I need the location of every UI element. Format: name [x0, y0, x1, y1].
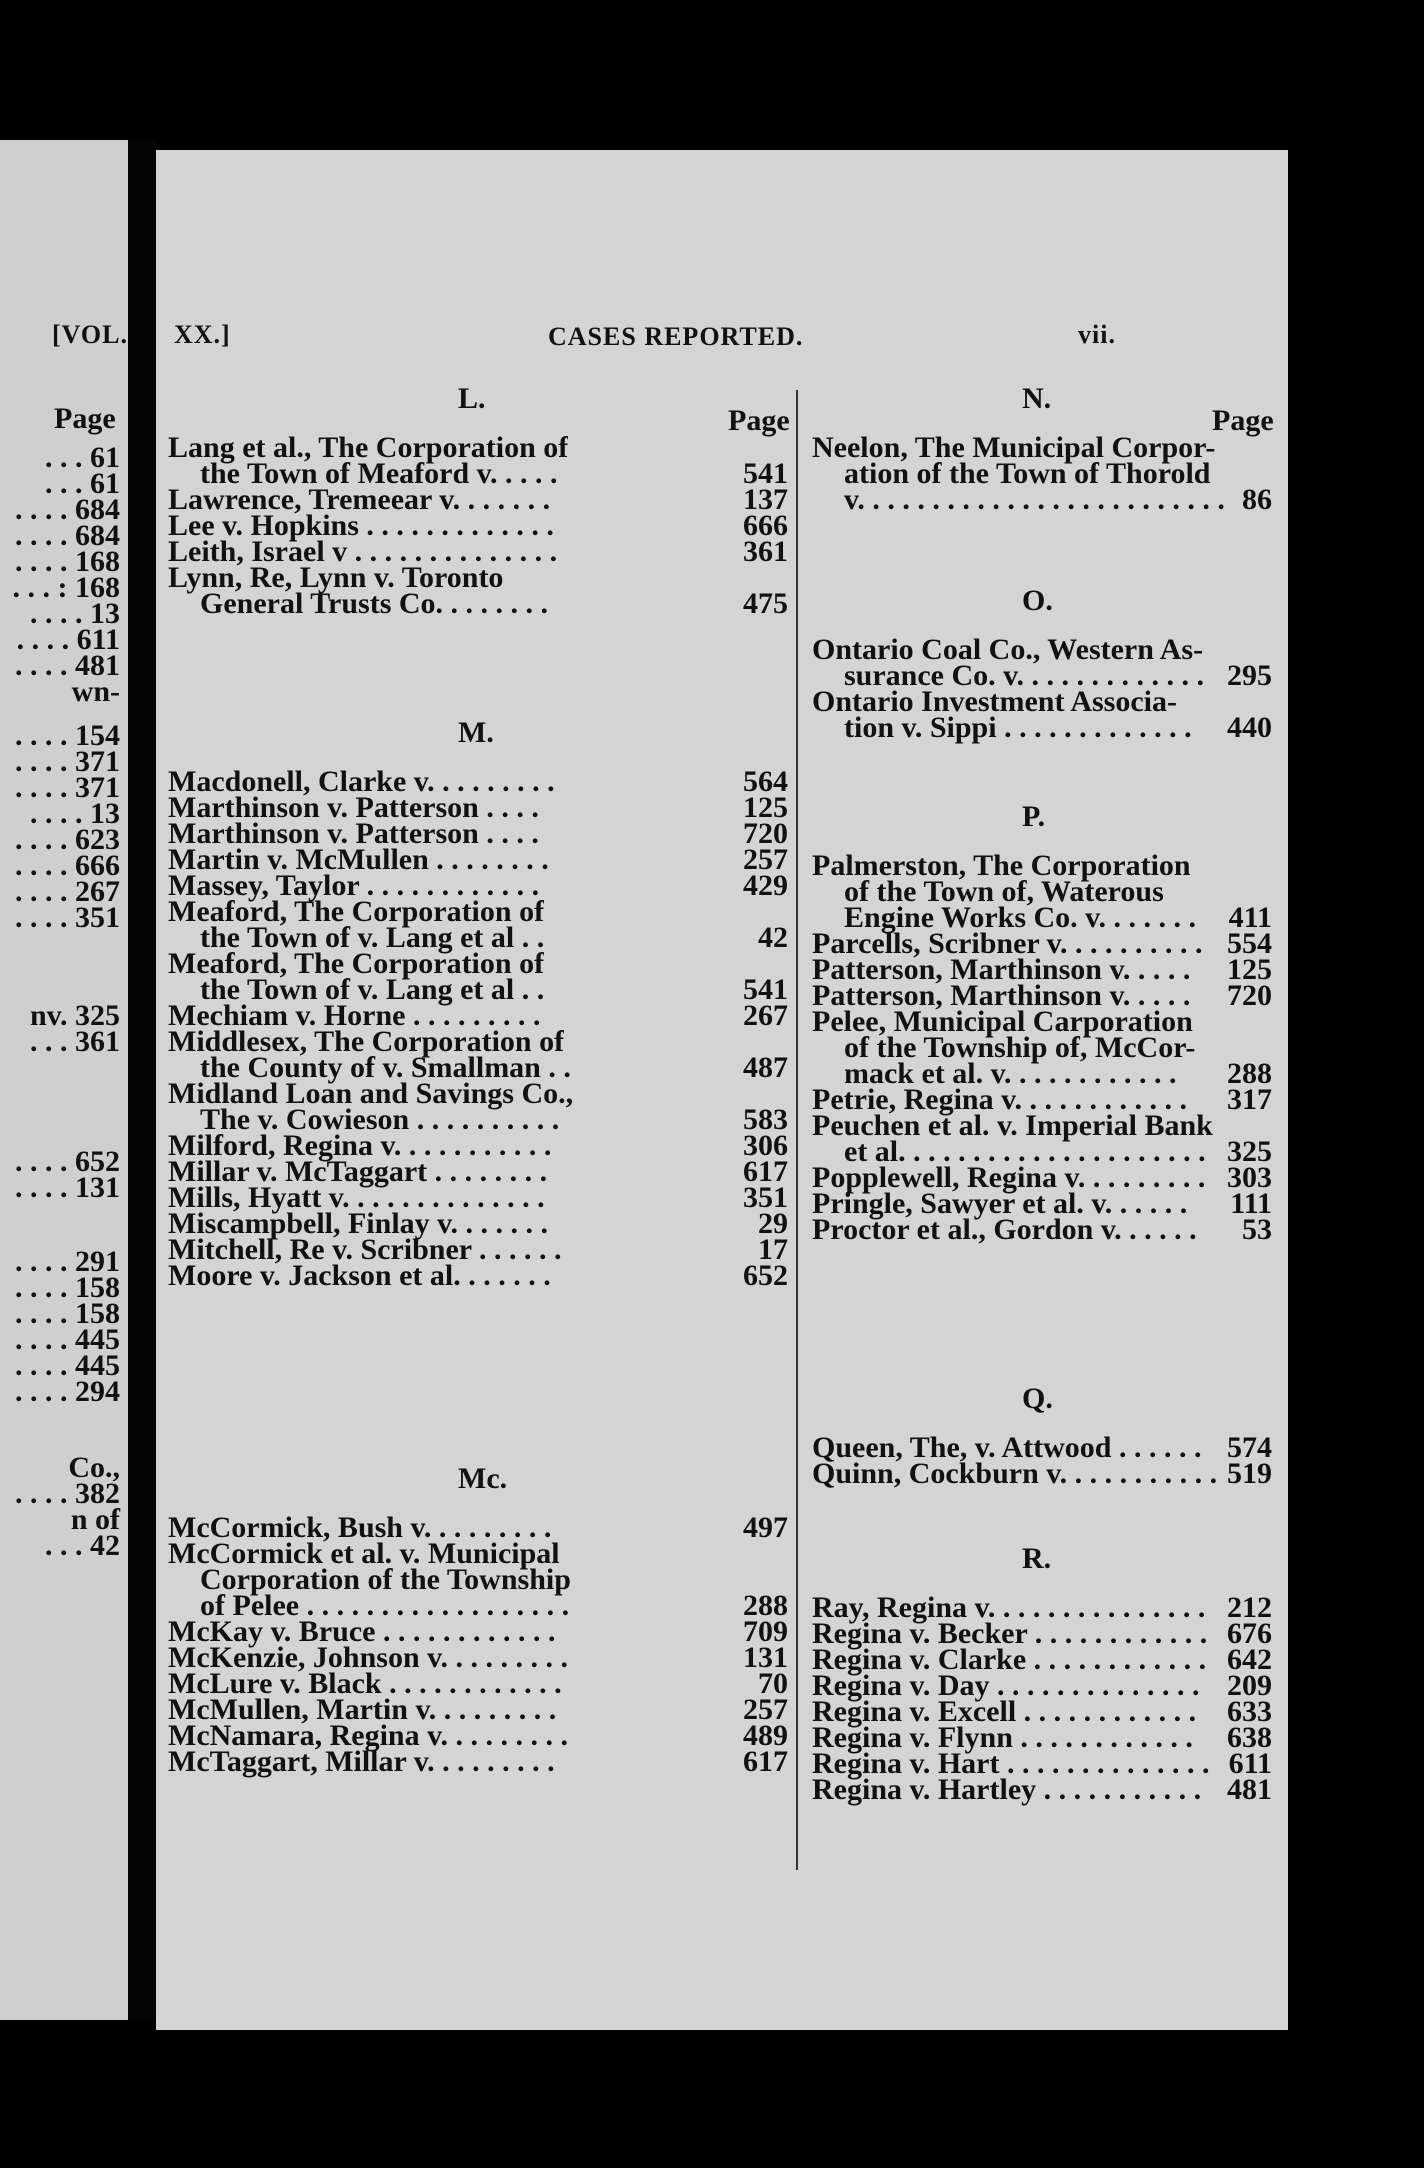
entry-text: Middlesex, The Corporation of: [168, 1026, 565, 1058]
page-column-label: Page: [728, 404, 790, 437]
entry-page-number: 351: [743, 1181, 788, 1214]
book-gutter: [128, 140, 156, 2020]
facing-page-row: . . . . 684: [15, 493, 120, 526]
entry-text: Marthinson v. Patterson . . . .: [168, 792, 539, 824]
entry-text: Regina v. Day . . . . . . . . . . . . . .: [812, 1670, 1200, 1702]
facing-page-row: nv. 325: [29, 999, 120, 1032]
entry-text: Popplewell, Regina v. . . . . . . . .: [812, 1162, 1206, 1194]
section-letter: M.: [458, 716, 494, 749]
entry-page-number: 267: [743, 999, 788, 1032]
entry-page-number: 720: [1227, 979, 1272, 1012]
entry-page-number: 429: [743, 869, 788, 902]
entry-text: McLure v. Black . . . . . . . . . . . .: [168, 1668, 562, 1700]
entry-page-number: 617: [743, 1745, 788, 1778]
entry-text: Martin v. McMullen . . . . . . . .: [168, 844, 549, 876]
entry-text: McKay v. Bruce . . . . . . . . . . . .: [168, 1616, 556, 1648]
entry-text: Regina v. Becker . . . . . . . . . . . .: [812, 1618, 1208, 1650]
facing-page-row: . . . . 158: [15, 1271, 120, 1304]
entry-text: Massey, Taylor . . . . . . . . . . . .: [168, 870, 540, 902]
entry-text: of Pelee . . . . . . . . . . . . . . . . . .: [200, 1590, 570, 1622]
page-title: CASES REPORTED.: [548, 322, 804, 351]
entry-page-number: 638: [1227, 1721, 1272, 1754]
entry-page-number: 541: [743, 973, 788, 1006]
facing-page-label: Page: [54, 402, 116, 435]
entry-page-number: 317: [1227, 1083, 1272, 1116]
entry-page-number: 440: [1227, 711, 1272, 744]
facing-page-row: . . . 42: [45, 1529, 120, 1562]
entry-page-number: 111: [1230, 1187, 1272, 1220]
facing-page-row: . . . 361: [30, 1025, 120, 1058]
facing-page-fragment: [0, 140, 128, 2020]
entry-page-number: 137: [743, 483, 788, 516]
entry-text: Queen, The, v. Attwood . . . . . .: [812, 1432, 1202, 1464]
facing-page-row: . . . . 652: [15, 1145, 120, 1178]
facing-page-row: . . . . 168: [15, 545, 120, 578]
entry-text: Engine Works Co. v. . . . . . .: [844, 902, 1197, 934]
entry-text: McTaggart, Millar v. . . . . . . . .: [168, 1746, 555, 1778]
facing-page-row: . . . . 481: [15, 649, 120, 682]
facing-page-row: . . . . 611: [16, 623, 120, 656]
entry-text: Palmerston, The Corporation: [812, 850, 1191, 882]
entry-text: Lawrence, Tremeear v. . . . . . .: [168, 484, 551, 516]
entry-page-number: 125: [1227, 953, 1272, 986]
entry-text: Patterson, Marthinson v. . . . .: [812, 954, 1191, 986]
section-letter: P.: [1022, 800, 1046, 833]
entry-page-number: 519: [1227, 1457, 1272, 1490]
index-entry-line: [168, 1746, 788, 1778]
entry-text: of the Town of, Waterous: [844, 876, 1164, 908]
entry-text: surance Co. v. . . . . . . . . . . . .: [844, 660, 1204, 692]
entry-text: General Trusts Co. . . . . . . .: [200, 588, 549, 620]
entry-text: Parcells, Scribner v. . . . . . . . . .: [812, 928, 1203, 960]
entry-text: Milford, Regina v. . . . . . . . . . .: [168, 1130, 552, 1162]
entry-page-number: 257: [743, 1693, 788, 1726]
facing-page-row: . . . . 351: [15, 901, 120, 934]
entry-page-number: 642: [1227, 1643, 1272, 1676]
facing-page-row: . . . . 13: [30, 597, 120, 630]
page-column-label: Page: [1212, 404, 1274, 437]
entry-text: the County of v. Smallman . .: [200, 1052, 571, 1084]
entry-text: Miscampbell, Finlay v. . . . . . .: [168, 1208, 549, 1240]
facing-page-header: [VOL.: [52, 320, 128, 349]
entry-text: the Town of v. Lang et al . .: [200, 922, 545, 954]
entry-page-number: 131: [743, 1641, 788, 1674]
entry-text: McCormick et al. v. Municipal: [168, 1538, 560, 1570]
section-letter: N.: [1022, 382, 1052, 415]
facing-page-row: . . . : 168: [12, 571, 120, 604]
entry-text: Meaford, The Corporation of: [168, 896, 545, 928]
facing-page-row: . . . . 371: [15, 771, 120, 804]
section-letter: L.: [458, 382, 486, 415]
column-divider: [796, 390, 798, 1870]
index-entry-line: [812, 1774, 1272, 1806]
entry-page-number: 70: [758, 1667, 788, 1700]
entry-text: Quinn, Cockburn v. . . . . . . . . . .: [812, 1458, 1218, 1490]
index-entry-line: [168, 1260, 788, 1292]
index-page: [156, 150, 1288, 2030]
entry-text: Regina v. Hart . . . . . . . . . . . . . .: [812, 1748, 1210, 1780]
index-entry-line: [812, 1214, 1272, 1246]
facing-page-row: . . . 61: [45, 441, 120, 474]
entry-text: McMullen, Martin v. . . . . . . . .: [168, 1694, 557, 1726]
entry-text: Peuchen et al. v. Imperial Bank: [812, 1110, 1213, 1142]
entry-text: of the Township of, McCor-: [844, 1032, 1196, 1064]
entry-page-number: 709: [743, 1615, 788, 1648]
entry-text: Pelee, Municipal Carporation: [812, 1006, 1193, 1038]
entry-page-number: 574: [1227, 1431, 1272, 1464]
entry-text: Petrie, Regina v. . . . . . . . . . . .: [812, 1084, 1187, 1116]
entry-text: mack et al. v. . . . . . . . . . . .: [844, 1058, 1177, 1090]
entry-page-number: 497: [743, 1511, 788, 1544]
volume-label: XX.]: [174, 320, 231, 349]
entry-text: Mitchell, Re v. Scribner . . . . . .: [168, 1234, 562, 1266]
entry-text: Corporation of the Township: [200, 1564, 571, 1596]
entry-text: Lang et al., The Corporation of: [168, 432, 569, 464]
facing-page-row: . . . . 371: [15, 745, 120, 778]
entry-text: Marthinson v. Patterson . . . .: [168, 818, 539, 850]
page-number: vii.: [1078, 320, 1116, 349]
entry-page-number: 541: [743, 457, 788, 490]
entry-page-number: 411: [1228, 901, 1272, 934]
entry-page-number: 306: [743, 1129, 788, 1162]
entry-text: Ontario Coal Co., Western As-: [812, 634, 1204, 666]
entry-page-number: 666: [743, 509, 788, 542]
entry-page-number: 295: [1227, 659, 1272, 692]
facing-page-row: . . . . 445: [15, 1323, 120, 1356]
entry-page-number: 633: [1227, 1695, 1272, 1728]
facing-page-row: . . . . 382: [15, 1477, 120, 1510]
entry-text: et al. . . . . . . . . . . . . . . . . . . . .: [844, 1136, 1206, 1168]
entry-text: Lynn, Re, Lynn v. Toronto: [168, 562, 504, 594]
entry-text: Neelon, The Municipal Corpor-: [812, 432, 1216, 464]
entry-text: Leith, Israel v . . . . . . . . . . . . . .: [168, 536, 558, 568]
facing-page-row: . . . 61: [45, 467, 120, 500]
entry-text: Patterson, Marthinson v. . . . .: [812, 980, 1191, 1012]
entry-page-number: 303: [1227, 1161, 1272, 1194]
entry-page-number: 257: [743, 843, 788, 876]
entry-text: Regina v. Clarke . . . . . . . . . . . .: [812, 1644, 1207, 1676]
entry-page-number: 611: [1228, 1747, 1272, 1780]
entry-text: McKenzie, Johnson v. . . . . . . . .: [168, 1642, 569, 1674]
entry-text: v. . . . . . . . . . . . . . . . . . . . . . . . .: [844, 484, 1225, 516]
index-entry-line: [812, 712, 1272, 744]
facing-page-row: . . . . 154: [15, 719, 120, 752]
entry-text: Millar v. McTaggart . . . . . . . .: [168, 1156, 548, 1188]
entry-text: Macdonell, Clarke v. . . . . . . . .: [168, 766, 555, 798]
entry-text: the Town of Meaford v. . . . .: [200, 458, 558, 490]
entry-page-number: 475: [743, 587, 788, 620]
entry-page-number: 481: [1227, 1773, 1272, 1806]
entry-text: Regina v. Excell . . . . . . . . . . . .: [812, 1696, 1197, 1728]
entry-text: Pringle, Sawyer et al. v. . . . . .: [812, 1188, 1188, 1220]
entry-text: Regina v. Flynn . . . . . . . . . . . .: [812, 1722, 1193, 1754]
entry-page-number: 325: [1227, 1135, 1272, 1168]
entry-page-number: 554: [1227, 927, 1272, 960]
entry-page-number: 125: [743, 791, 788, 824]
entry-text: ation of the Town of Thorold: [844, 458, 1211, 490]
entry-page-number: 583: [743, 1103, 788, 1136]
entry-text: Regina v. Hartley . . . . . . . . . . .: [812, 1774, 1202, 1806]
entry-text: Midland Loan and Savings Co.,: [168, 1078, 574, 1110]
entry-page-number: 617: [743, 1155, 788, 1188]
entry-page-number: 564: [743, 765, 788, 798]
entry-text: Lee v. Hopkins . . . . . . . . . . . . .: [168, 510, 554, 542]
facing-page-row: . . . . 13: [30, 797, 120, 830]
section-letter: Mc.: [458, 1462, 508, 1495]
entry-page-number: 29: [758, 1207, 788, 1240]
entry-text: Mechiam v. Horne . . . . . . . . .: [168, 1000, 541, 1032]
section-letter: R.: [1022, 1542, 1052, 1575]
facing-page-row: . . . . 294: [15, 1375, 120, 1408]
entry-page-number: 361: [743, 535, 788, 568]
entry-text: Mills, Hyatt v. . . . . . . . . . . . . .: [168, 1182, 545, 1214]
entry-text: Moore v. Jackson et al. . . . . . .: [168, 1260, 551, 1292]
facing-page-row: Co.,: [68, 1451, 120, 1484]
entry-page-number: 212: [1227, 1591, 1272, 1624]
entry-text: The v. Cowieson . . . . . . . . . .: [200, 1104, 560, 1136]
facing-page-row: . . . . 158: [15, 1297, 120, 1330]
entry-page-number: 209: [1227, 1669, 1272, 1702]
entry-page-number: 17: [758, 1233, 788, 1266]
entry-page-number: 676: [1227, 1617, 1272, 1650]
entry-text: McCormick, Bush v. . . . . . . . .: [168, 1512, 552, 1544]
facing-page-row: . . . . 291: [15, 1245, 120, 1278]
entry-page-number: 652: [743, 1259, 788, 1292]
entry-page-number: 53: [1242, 1213, 1272, 1246]
entry-page-number: 42: [758, 921, 788, 954]
entry-text: Meaford, The Corporation of: [168, 948, 545, 980]
entry-page-number: 288: [1227, 1057, 1272, 1090]
facing-page-row: . . . . 623: [15, 823, 120, 856]
facing-page-row: . . . . 267: [15, 875, 120, 908]
section-letter: O.: [1022, 584, 1053, 617]
entry-page-number: 86: [1242, 483, 1272, 516]
entry-text: the Town of v. Lang et al . .: [200, 974, 545, 1006]
facing-page-row: wn-: [71, 675, 120, 708]
entry-text: Ray, Regina v. . . . . . . . . . . . . . .: [812, 1592, 1206, 1624]
facing-page-row: n of: [70, 1503, 120, 1536]
facing-page-row: . . . . 445: [15, 1349, 120, 1382]
facing-page-row: . . . . 131: [15, 1171, 120, 1204]
entry-text: Ontario Investment Associa-: [812, 686, 1177, 718]
entry-page-number: 288: [743, 1589, 788, 1622]
entry-page-number: 487: [743, 1051, 788, 1084]
section-letter: Q.: [1022, 1382, 1053, 1415]
entry-page-number: 720: [743, 817, 788, 850]
entry-text: McNamara, Regina v. . . . . . . . .: [168, 1720, 568, 1752]
entry-page-number: 489: [743, 1719, 788, 1752]
index-entry-line: [168, 588, 788, 620]
facing-page-row: . . . . 666: [15, 849, 120, 882]
entry-text: Proctor et al., Gordon v. . . . . .: [812, 1214, 1197, 1246]
index-entry-line: [812, 1458, 1272, 1490]
entry-text: tion v. Sippi . . . . . . . . . . . . .: [844, 712, 1192, 744]
index-entry-line: [812, 484, 1272, 516]
facing-page-row: . . . . 684: [15, 519, 120, 552]
